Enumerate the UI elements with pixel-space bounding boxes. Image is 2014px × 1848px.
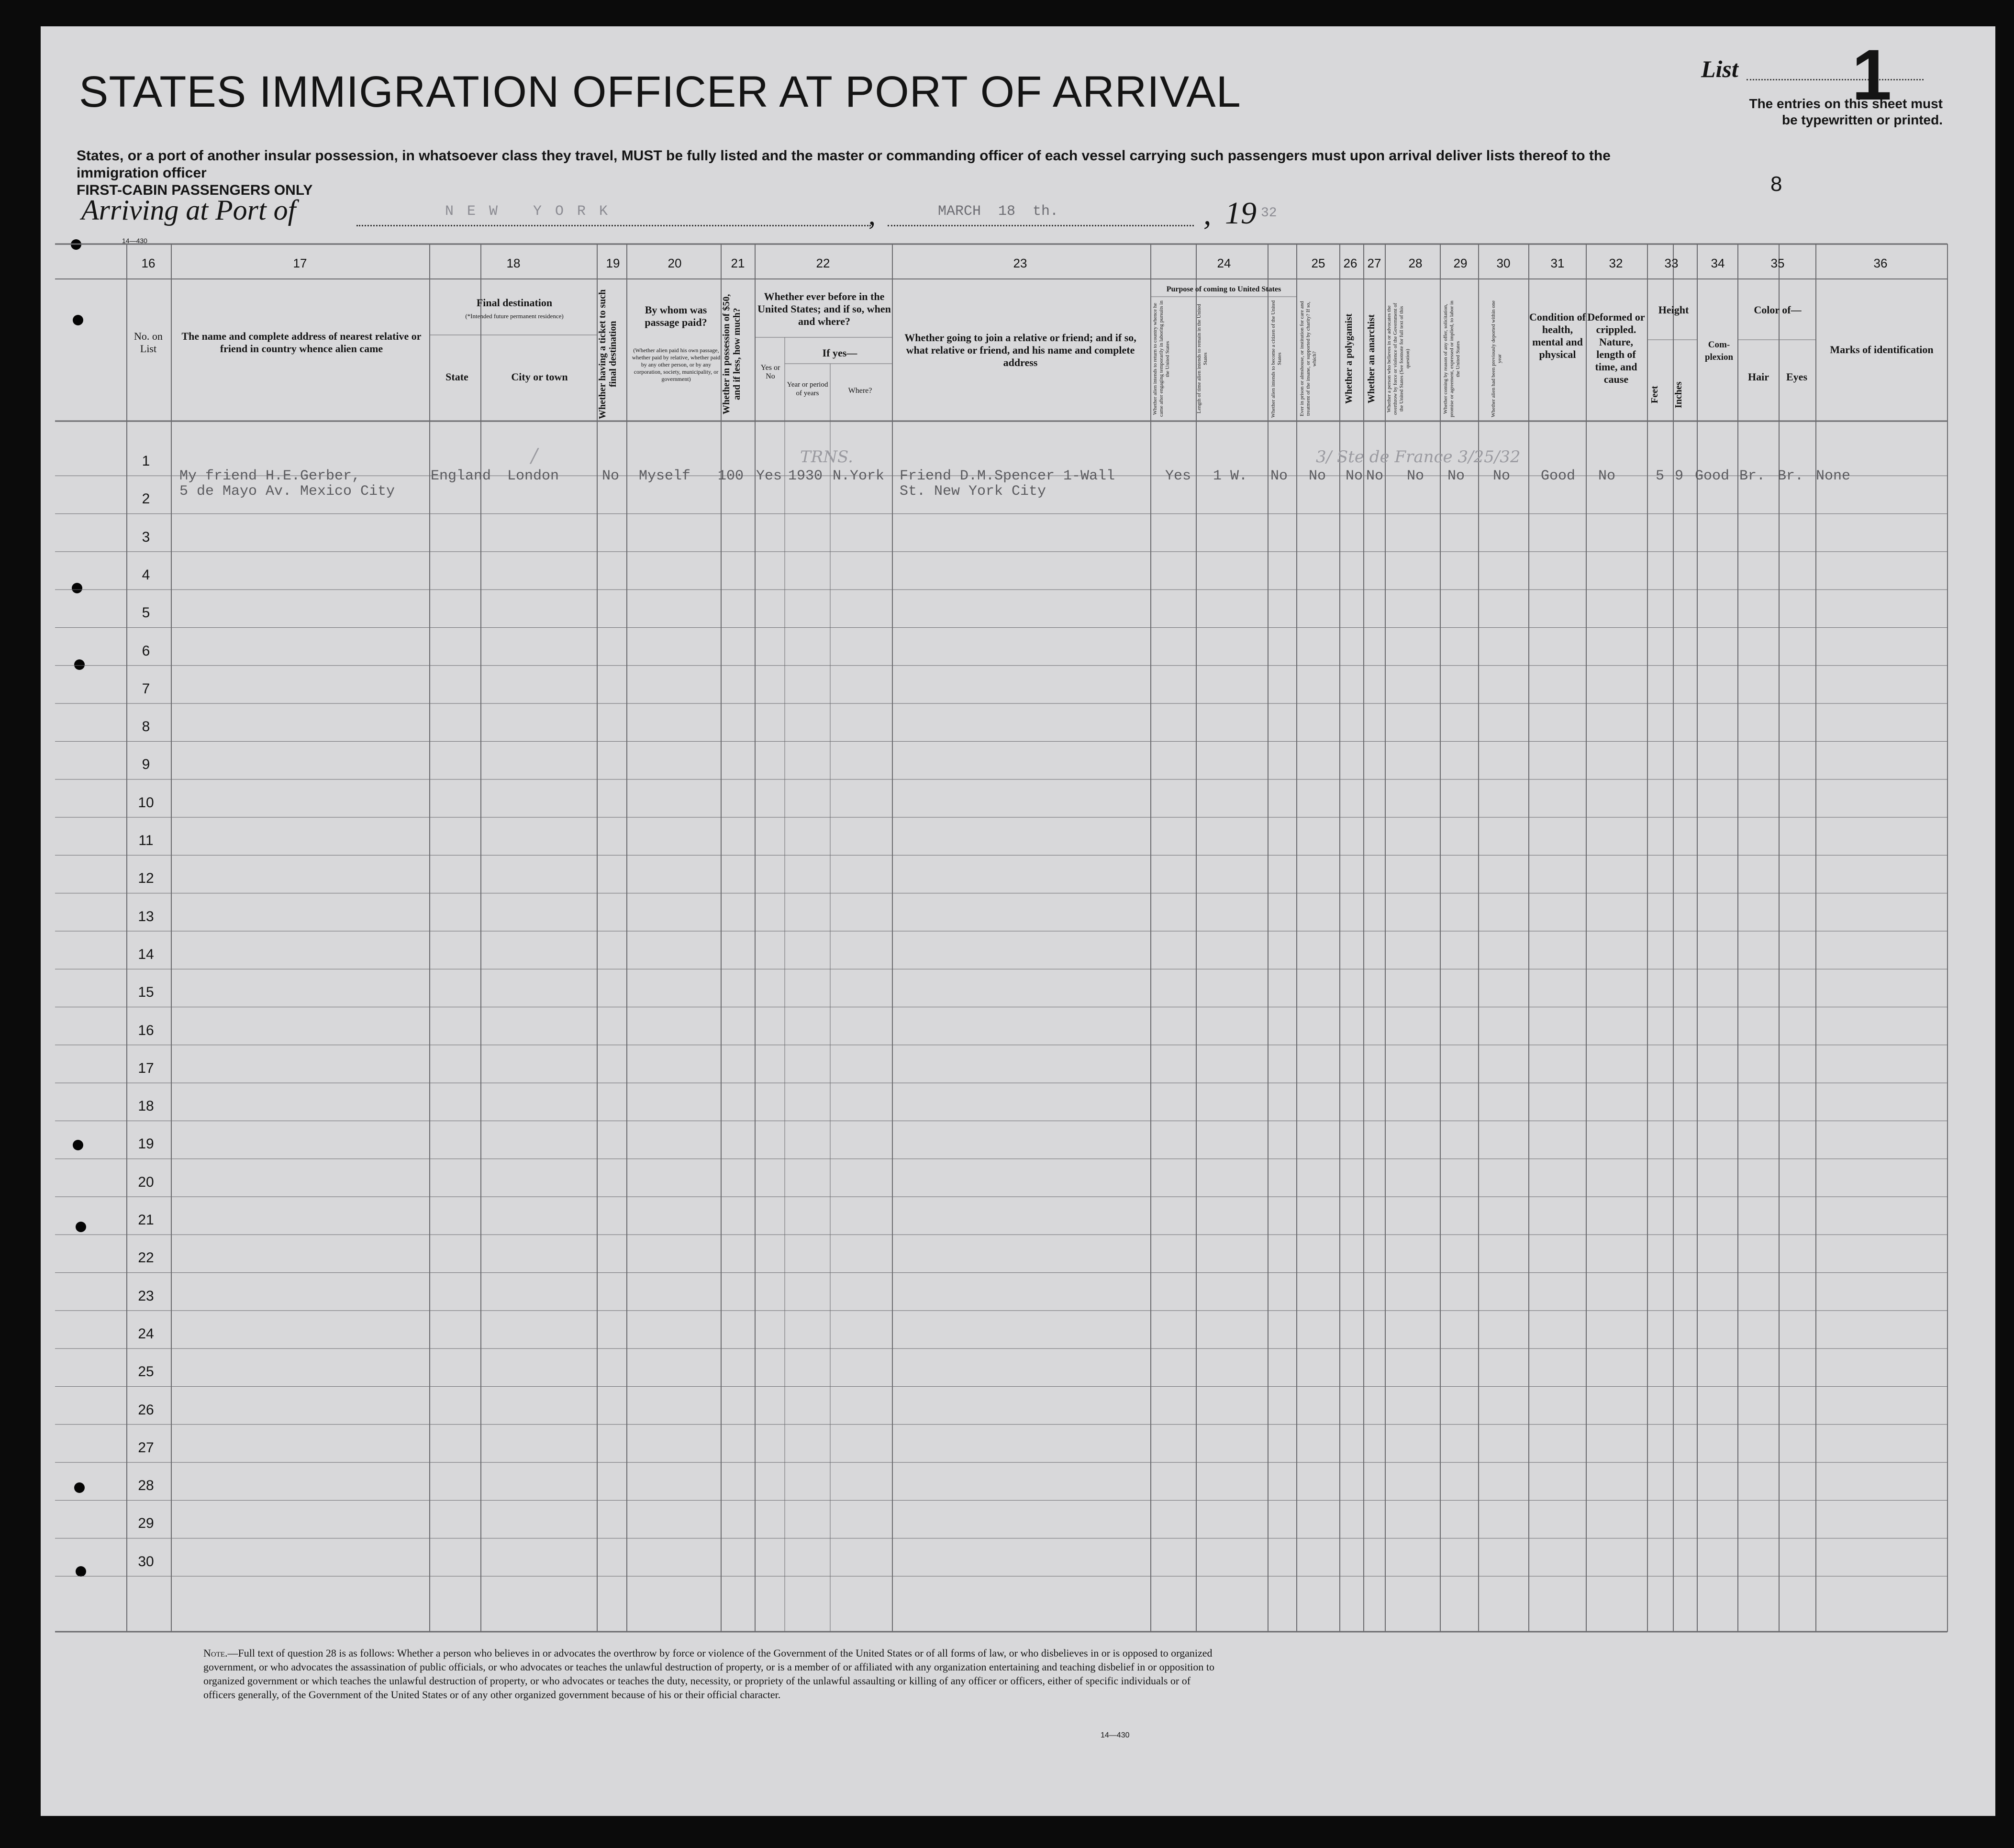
header-color-of: Color of— [1754, 304, 1802, 316]
row-number: 23 [138, 1288, 154, 1304]
header-purpose: Purpose of coming to United States [1166, 285, 1281, 293]
column-number: 30 [1496, 256, 1511, 270]
year-prefix: 19 [1225, 196, 1257, 231]
handwritten-check-mark: / [531, 445, 538, 467]
list-label: List [1701, 56, 1738, 82]
header-q28: Whether a person who believes in or advocates the overthrow by force or violence of the Government of the United States (See footnote for full text of this question) [1386, 303, 1411, 415]
port-value: NEW YORK [445, 203, 622, 220]
arriving-label: Arriving at Port of [81, 194, 296, 226]
column-number: 22 [816, 256, 830, 270]
destination-state: England [431, 468, 491, 484]
column-number: 27 [1367, 256, 1381, 270]
header-no-on-list: No. on List [134, 330, 163, 355]
header-height: Height [1658, 304, 1689, 316]
ticket-value: No [602, 468, 620, 484]
row-number: 9 [142, 757, 150, 773]
row-number: 25 [138, 1364, 154, 1380]
deported-value: No [1493, 468, 1511, 484]
row-number: 19 [138, 1136, 154, 1152]
polygamist-value: No [1346, 468, 1363, 484]
header-relative-address: The name and complete address of nearest relative or friend in country whence alien came [181, 330, 422, 355]
prison-value: No [1309, 468, 1326, 484]
header-deformed: Deformed or crippled. Nature, length of time, and cause [1587, 311, 1645, 385]
column-number: 26 [1343, 256, 1358, 270]
been-before-value: Yes [756, 468, 782, 484]
row-number: 15 [138, 984, 154, 1001]
row-number: 17 [138, 1060, 154, 1076]
header-hair: Hair [1748, 371, 1769, 383]
comma: , [868, 199, 876, 231]
handwritten-annotation: TRNS. [800, 447, 853, 467]
year-suffix: 32 [1261, 206, 1277, 221]
header-marks: Marks of identification [1830, 344, 1934, 356]
header-city: City or town [511, 371, 568, 383]
subtitle-class: FIRST-CABIN PASSENGERS ONLY [77, 182, 313, 198]
row-number: 3 [142, 529, 150, 545]
hair-value: Br. [1739, 468, 1766, 484]
column-number: 32 [1609, 256, 1623, 270]
header-become-citizen: Whether alien intends to become a citizen of the United States [1270, 300, 1282, 418]
header-prison: Ever in prison or almshouse, or institution for care and treatment of the insane, or supported by charity? If so, which? [1299, 301, 1317, 417]
header-anarchist: Whether an anarchist [1366, 314, 1377, 403]
row-number: 2 [142, 491, 150, 507]
row-number: 30 [138, 1553, 154, 1570]
q29-value: No [1447, 468, 1465, 484]
relative-address: My friend H.E.Gerber, [179, 468, 361, 484]
q28-value: No [1407, 468, 1424, 484]
header-money: Whether in possession of $50, and if less, how much? [721, 294, 742, 414]
where-value: N.York [833, 468, 885, 484]
column-number: 31 [1550, 256, 1565, 270]
header-inches: Inches [1673, 381, 1684, 408]
row-number: 24 [138, 1325, 154, 1342]
row-number: 10 [138, 794, 154, 811]
row-number: 11 [138, 833, 154, 848]
row-number: 13 [138, 908, 154, 924]
row-number: 14 [138, 946, 154, 962]
header-deported: Whether alien had been previously deported within one year [1491, 300, 1502, 418]
header-final-destination: Final destination [476, 297, 553, 309]
paid-by-value: Myself [639, 468, 691, 484]
row-number: 7 [142, 680, 150, 697]
column-number: 21 [731, 256, 745, 270]
footnote-text: —Full text of question 28 is as follows: Whether a person who believes in or advocates the overthrow by force or violence of the Government of the United States or of all forms of law, or who disbelieves in or is opposed to organized government, or who advocates the assassination of public officials, or who advocates or teaches the unlawful destruction of property, or is a member of or affiliated with any organization entertaining and teaching disbelief in or opposition to organized government or which teaches the unlawful destruction of property, or who advocates or teaches the duty, necessity, or propriety of the unlawful assaulting or killing of any officer or officers, either of specific individuals or of officers generally, of the Government of the United States or of any other organized government because of his or their official character. [203, 1647, 1215, 1701]
footnote-label: Note. [203, 1647, 228, 1659]
anarchist-value: No [1366, 468, 1384, 484]
date-value: MARCH 18 th. [938, 203, 1059, 220]
header-final-destination-note: (*Intended future permanent residence) [465, 312, 564, 320]
row-number: 1 [142, 453, 150, 469]
eyes-value: Br. [1778, 468, 1804, 484]
marks-value: None [1816, 468, 1851, 484]
header-joining: Whether going to join a relative or friend; and if so, what relative or friend, and his name and complete address [904, 332, 1136, 368]
header-where: Where? [848, 387, 872, 395]
intends-return-value: Yes [1165, 468, 1191, 484]
entries-note-line: be typewritten or printed. [1781, 112, 1943, 127]
header-year-period: Year or period of years [787, 381, 828, 397]
column-number: 19 [606, 256, 620, 270]
subtitle-line: States, or a port of another insular possession, in whatsoever class they travel, MUST be fully listed and the master or commanding officer of each vessel carrying such passengers must upon arrival deliver lists thereof to the immigration officer [77, 148, 1611, 181]
relative-address: 5 de Mayo Av. Mexico City [179, 483, 395, 500]
header-eyes: Eyes [1786, 371, 1807, 383]
footnote [203, 1646, 1223, 1702]
destination-city: London [507, 468, 559, 484]
header-intends-return: Whether alien intends to return to country whence he came after engaging temporarily in laboring pursuits in the United States [1152, 301, 1170, 417]
header-complexion: Com- plexion [1704, 340, 1734, 362]
form-number: 14—430 [122, 237, 147, 245]
row-number: 22 [138, 1250, 154, 1266]
column-number: 23 [1013, 256, 1027, 270]
header-length-stay: Length of time alien intends to remain in the United States [1196, 304, 1208, 414]
row-number: 21 [138, 1212, 154, 1228]
row-number: 20 [138, 1174, 154, 1190]
column-number: 24 [1217, 256, 1231, 270]
inches-value: 9 [1675, 468, 1684, 484]
header-ticket: Whether having a ticket to such final destination [597, 289, 618, 419]
header-passage-paid: By whom was passage paid? [645, 304, 707, 328]
column-number: 25 [1311, 256, 1325, 270]
row-number: 28 [138, 1478, 154, 1494]
become-citizen-value: No [1270, 468, 1288, 484]
joining-value: Friend D.M.Spencer 1-Wall [900, 468, 1115, 484]
row-number: 4 [142, 567, 150, 583]
column-number: 29 [1453, 256, 1468, 270]
column-number: 33 [1664, 256, 1679, 270]
row-number: 5 [142, 605, 150, 621]
deformed-value: No [1598, 468, 1616, 484]
column-number: 18 [506, 256, 521, 270]
row-number: 8 [142, 719, 150, 735]
year-value: 1930 [788, 468, 823, 484]
joining-value: St. New York City [900, 483, 1046, 500]
column-number: 35 [1770, 256, 1785, 270]
money-value: 100 [718, 468, 744, 484]
header-state: State [445, 371, 468, 383]
row-number: 18 [138, 1098, 154, 1114]
health-value: Good [1541, 468, 1576, 484]
header-yes-no: Yes or No [760, 364, 780, 380]
complexion-value: Good [1695, 468, 1730, 484]
column-number: 17 [293, 256, 307, 270]
row-number: 29 [138, 1515, 154, 1532]
header-health: Condition of health, mental and physical [1529, 311, 1586, 360]
row-number: 6 [142, 643, 150, 659]
header-feet: Feet [1649, 386, 1660, 404]
header-polygamist: Whether a polygamist [1344, 313, 1354, 404]
form-number: 14—430 [1101, 1731, 1130, 1739]
sheet-number: 8 [1770, 172, 1782, 196]
page-title: STATES IMMIGRATION OFFICER AT PORT OF ARRIVAL [79, 67, 1241, 116]
feet-value: 5 [1656, 468, 1665, 484]
length-stay-value: 1 W. [1213, 468, 1248, 484]
header-if-yes: If yes— [822, 347, 857, 359]
column-number: 28 [1408, 256, 1423, 270]
column-number: 16 [141, 256, 156, 270]
header-passage-paid-note: (Whether alien paid his own passage, whether paid by relative, whether paid by any other person, or by any corporation, society, municipality, or government) [632, 347, 721, 382]
header-q29: Whether coming by reason of any offer, solicitation, promise or agreement, expressed or implied, to labor in the United States [1443, 301, 1461, 417]
column-number: 34 [1711, 256, 1725, 270]
column-number: 36 [1873, 256, 1888, 270]
row-number: 26 [138, 1402, 154, 1418]
list-number: 1 [1852, 34, 1892, 115]
handwritten-annotation: 3/ Ste de France 3/25/32 [1316, 447, 1521, 467]
entries-note-line: The entries on this sheet must [1749, 96, 1943, 111]
header-been-before: Whether ever before in the United States; and if so, when and where? [757, 290, 891, 327]
row-number: 12 [138, 870, 154, 887]
column-number: 20 [668, 256, 682, 270]
row-number: 16 [138, 1022, 154, 1038]
comma: , [1203, 197, 1212, 232]
row-number: 27 [138, 1439, 154, 1456]
